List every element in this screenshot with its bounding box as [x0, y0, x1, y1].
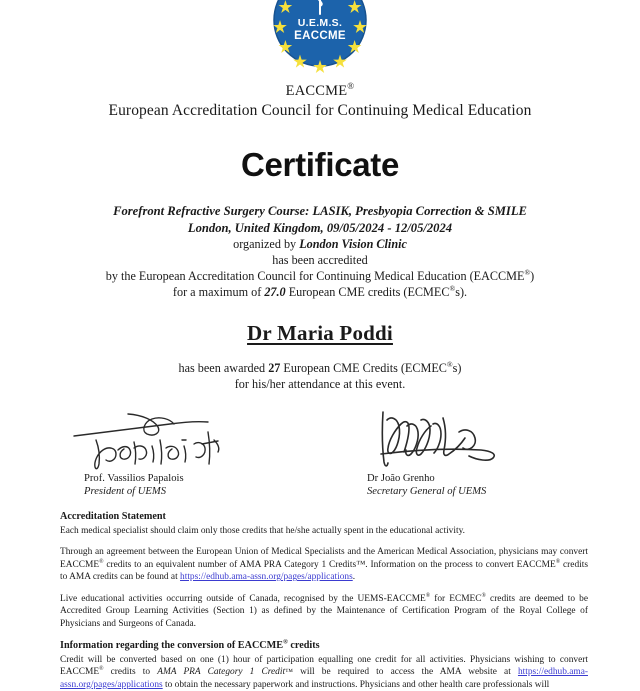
course-title: Forefront Refractive Surgery Course: LASIK, Presbyopia Correction & SMILE [113, 204, 527, 219]
handwritten-signature-icon [66, 410, 288, 472]
course-organizer: London Vision Clinic [299, 237, 407, 252]
registered-mark: ® [99, 558, 104, 565]
registered-mark: ® [481, 592, 486, 599]
conversion-heading-b: credits [287, 640, 320, 652]
handwritten-signature-icon [373, 410, 580, 472]
canada-text-a: Live educational activities occurring outside of Canada, recognised by the UEMS-EACCME [60, 593, 426, 604]
conversion-text-c: will be required to access the AMA website at [292, 667, 518, 678]
accredited-by-text: by the European Accreditation Council for Continuing Medical Education (EACCME [105, 268, 525, 283]
course-location-dates: London, United Kingdom, 09/05/2024 - 12/05/2024 [187, 220, 453, 235]
svg-text:EACCME: EACCME [294, 30, 346, 42]
award-credits-value: 27 [268, 360, 281, 375]
registered-mark: ® [283, 638, 288, 646]
conversion-heading-a: Information regarding the conversion of EACCME [60, 640, 284, 652]
ama-pra-category-label: AMA PRA Category 1 Credit [157, 667, 286, 678]
ama-website-link-cont[interactable]: assn.org/pages/applications [60, 679, 163, 690]
conversion-text-d: to obtain the necessary paperwork and instructions. Physicians and other health care professionals will [162, 679, 550, 690]
conversion-text-a: Credit will be converted based on one (1) hour of participation equalling one credit for all activities. Physicians wishing to convert EACCME [60, 654, 588, 678]
signature-row [0, 410, 640, 498]
signatory-name: Prof. Vassilios Papalois [84, 472, 184, 484]
registered-mark: ® [446, 359, 453, 369]
signature-block-president [58, 410, 288, 498]
course-details [0, 203, 640, 300]
award-prefix: has been awarded [178, 360, 269, 375]
eaccme-abbreviation [0, 82, 640, 101]
ama-text-b: credits to an equivalent number of AMA PRA Category 1 Credits™. Information on the process to convert EACCME [103, 559, 556, 570]
ama-text-d: . [352, 572, 356, 583]
accredited-by-close: ) [530, 268, 535, 283]
svg-text:U.E.M.S.: U.E.M.S. [297, 17, 343, 29]
ama-agreement-paragraph [60, 546, 588, 584]
max-credits-prefix: for a maximum of [172, 284, 265, 299]
max-credits-end: s). [455, 284, 468, 299]
accreditation-statement-heading: Accreditation Statement [60, 511, 166, 523]
logo-container [0, 0, 640, 68]
registered-mark: ® [524, 267, 531, 277]
ama-text-a: Through an agreement between the European Union of Medical Specialists and the American Medical Association, physicians may convert EACCME [60, 547, 588, 570]
signatory-name: Dr João Grenho [367, 472, 435, 484]
conversion-info-heading [60, 639, 588, 653]
max-credits-suffix: European CME credits (ECMEC [285, 284, 450, 299]
signatory-role: Secretary General of UEMS [367, 485, 487, 497]
accredited-by-line [0, 269, 640, 285]
registered-mark: ® [555, 558, 561, 565]
ama-website-link[interactable]: https://edhub.ama- [517, 667, 588, 678]
registered-mark: ® [425, 592, 431, 599]
accreditation-statement-body: Each medical specialist should claim only those credits that he/she actually spent in the educational activity. [60, 525, 465, 536]
trademark-mark: ™ [285, 667, 293, 677]
accredited-line: has been accredited [272, 252, 368, 267]
max-credits-value: 27.0 [264, 284, 286, 299]
conversion-info-body [60, 654, 588, 691]
canada-text-b: for ECMEC [430, 593, 482, 604]
award-credits-line [0, 360, 640, 376]
award-suffix: European CME Credits (ECMEC [280, 360, 447, 375]
canada-text-c: credits are deemed to be Accredited Group Learning Activities (Section 1) as defined by the Maintenance of Certification Program of the Royal College of Physicians and Surgeons of Canada. [60, 593, 588, 629]
organisation-header [0, 82, 640, 120]
ama-text-c: credits to AMA credits can be found at [60, 559, 588, 583]
uems-eaccme-emblem-icon [272, 0, 368, 68]
course-organizer-line [0, 237, 640, 253]
organized-by-prefix: organized by [233, 237, 300, 252]
award-statement [0, 360, 640, 392]
organisation-full-name: European Accreditation Council for Continuing Medical Education [108, 101, 532, 119]
attendance-line: for his/her attendance at this event. [234, 376, 406, 391]
signatory-role: President of UEMS [84, 485, 166, 497]
registered-mark: ® [449, 283, 456, 293]
legal-footer [60, 510, 588, 691]
signature-block-secretary [365, 410, 580, 498]
page-title: Certificate [240, 146, 400, 184]
conversion-text-b: credits to [103, 667, 158, 678]
canada-recognition-paragraph [60, 593, 588, 631]
recipient-name: Dr Maria Poddi [247, 320, 393, 345]
registered-mark: ® [99, 666, 104, 673]
ama-applications-link[interactable]: https://edhub.ama-assn.org/pages/applications [180, 572, 353, 583]
eaccme-abbreviation-text: EACCME [285, 83, 348, 99]
registered-mark: ® [347, 81, 355, 92]
max-credits-line [0, 285, 640, 301]
award-end: s) [452, 360, 462, 375]
